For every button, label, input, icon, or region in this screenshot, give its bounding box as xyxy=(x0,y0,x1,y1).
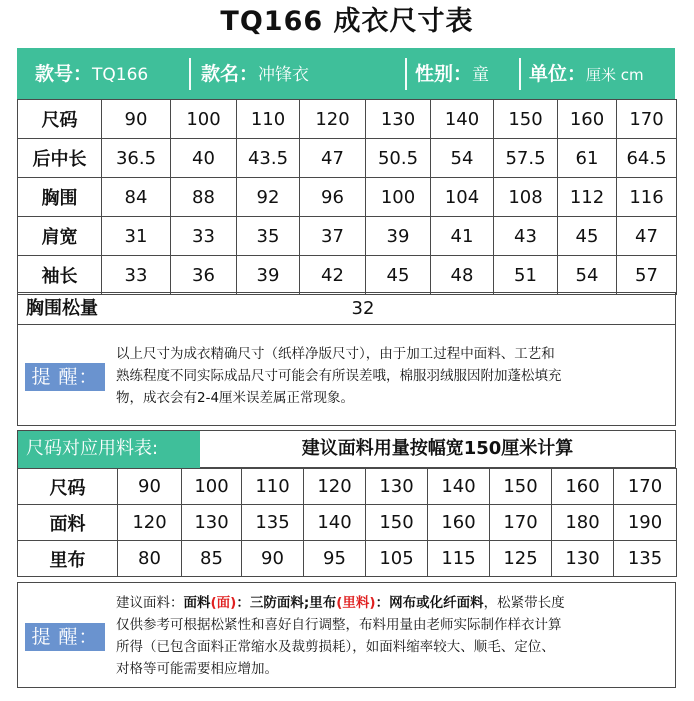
tip-span-bold: ：网布或化纤面料 xyxy=(375,595,484,611)
size-cell: 84 xyxy=(102,178,171,217)
chest-ease-value: 32 xyxy=(351,298,375,319)
size-row xyxy=(18,178,677,217)
style-name-value: 冲锋衣 xyxy=(258,65,310,85)
gender-field xyxy=(415,48,489,100)
fabric-row-label: 尺码 xyxy=(18,469,118,505)
size-cell: 100 xyxy=(171,100,237,139)
fabric-row-label: 里布 xyxy=(18,541,118,577)
fabric-cell: 105 xyxy=(366,541,428,577)
size-cell: 108 xyxy=(494,178,558,217)
fabric-cell: 110 xyxy=(242,469,304,505)
size-cell: 48 xyxy=(431,256,494,295)
tip-span: 建议面料： xyxy=(116,595,184,611)
fabric-cell: 120 xyxy=(304,469,366,505)
size-cell: 120 xyxy=(300,100,366,139)
fabric-cell: 135 xyxy=(614,541,677,577)
tip-line: 所得（已包含面料正常缩水及裁剪损耗），如面料缩率较大、顺毛、定位、 xyxy=(116,639,555,655)
size-cell: 33 xyxy=(102,256,171,295)
size-cell: 47 xyxy=(617,217,677,256)
fabric-section-header xyxy=(17,430,676,468)
fabric-row xyxy=(18,541,677,577)
style-no-field xyxy=(35,48,148,100)
size-cell: 54 xyxy=(558,256,617,295)
size-cell: 57 xyxy=(617,256,677,295)
fabric-cell: 95 xyxy=(304,541,366,577)
fabric-row-label: 面料 xyxy=(18,505,118,541)
fabric-cell: 130 xyxy=(366,469,428,505)
tip-text xyxy=(116,343,672,409)
fabric-cell: 85 xyxy=(182,541,242,577)
size-cell: 37 xyxy=(300,217,366,256)
size-cell: 45 xyxy=(366,256,431,295)
fabric-cell: 180 xyxy=(552,505,614,541)
size-cell: 160 xyxy=(558,100,617,139)
size-row-label: 袖长 xyxy=(18,256,102,295)
size-cell: 35 xyxy=(237,217,300,256)
gender-label: 性别： xyxy=(415,63,473,85)
info-divider xyxy=(519,58,521,90)
size-cell: 36 xyxy=(171,256,237,295)
size-row xyxy=(18,217,677,256)
chest-ease-label: 胸围松量 xyxy=(26,298,98,319)
tip-badge: 提 醒： xyxy=(25,623,105,651)
size-cell: 61 xyxy=(558,139,617,178)
tip-line xyxy=(116,592,674,614)
size-cell: 112 xyxy=(558,178,617,217)
size-cell: 96 xyxy=(300,178,366,217)
unit-value: 厘米 cm xyxy=(586,66,644,84)
size-cell: 116 xyxy=(617,178,677,217)
size-row-label: 胸围 xyxy=(18,178,102,217)
fabric-row xyxy=(18,505,677,541)
size-cell: 110 xyxy=(237,100,300,139)
fabric-cell: 90 xyxy=(118,469,182,505)
size-cell: 150 xyxy=(494,100,558,139)
style-no-label: 款号： xyxy=(35,63,93,85)
fabric-cell: 120 xyxy=(118,505,182,541)
fabric-row xyxy=(18,469,677,505)
fabric-cell: 90 xyxy=(242,541,304,577)
size-cell: 88 xyxy=(171,178,237,217)
size-cell: 92 xyxy=(237,178,300,217)
size-cell: 130 xyxy=(366,100,431,139)
tip-line: 对格等可能需要相应增加。 xyxy=(116,661,278,677)
fabric-section-title: 建议面料用量按幅宽150厘米计算 xyxy=(301,438,574,459)
size-cell: 100 xyxy=(366,178,431,217)
size-cell: 140 xyxy=(431,100,494,139)
size-cell: 33 xyxy=(171,217,237,256)
tip-line: 仅供参考可根据松紧性和喜好自行调整，布料用量由老师实际制作样衣计算 xyxy=(116,617,562,633)
size-cell: 42 xyxy=(300,256,366,295)
size-cell: 43 xyxy=(494,217,558,256)
size-cell: 47 xyxy=(300,139,366,178)
fabric-cell: 190 xyxy=(614,505,677,541)
tip-span-red: (面) xyxy=(210,595,237,611)
size-row xyxy=(18,139,677,178)
tip-box xyxy=(17,324,676,426)
fabric-cell: 100 xyxy=(182,469,242,505)
gender-value: 童 xyxy=(472,65,490,85)
tip-line: 熟练程度不同实际成品尺寸可能会有所误差哦，棉服羽绒服因附加蓬松填充 xyxy=(116,368,562,384)
fabric-cell: 130 xyxy=(552,541,614,577)
size-cell: 40 xyxy=(171,139,237,178)
fabric-cell: 160 xyxy=(428,505,490,541)
fabric-cell: 160 xyxy=(552,469,614,505)
chest-ease-row xyxy=(17,292,676,324)
tip-span-red: (里料) xyxy=(336,595,376,611)
tip-box-2 xyxy=(17,582,676,688)
size-cell: 51 xyxy=(494,256,558,295)
size-cell: 170 xyxy=(617,100,677,139)
fabric-cell: 140 xyxy=(304,505,366,541)
size-row-label: 肩宽 xyxy=(18,217,102,256)
fabric-cell: 170 xyxy=(490,505,552,541)
info-bar xyxy=(17,48,675,100)
tip-text-2 xyxy=(116,592,674,680)
fabric-cell: 135 xyxy=(242,505,304,541)
info-divider xyxy=(189,58,191,90)
fabric-cell: 130 xyxy=(182,505,242,541)
unit-field xyxy=(529,48,644,100)
style-no-value: TQ166 xyxy=(92,65,149,85)
size-table xyxy=(17,99,677,295)
fabric-cell: 150 xyxy=(490,469,552,505)
fabric-cell: 170 xyxy=(614,469,677,505)
fabric-section-label: 尺码对应用料表: xyxy=(18,431,200,469)
size-cell: 36.5 xyxy=(102,139,171,178)
size-cell: 90 xyxy=(102,100,171,139)
size-cell: 50.5 xyxy=(366,139,431,178)
info-divider xyxy=(405,58,407,90)
size-cell: 104 xyxy=(431,178,494,217)
size-row-label: 尺码 xyxy=(18,100,102,139)
tip-span: ，松紧带长度 xyxy=(483,595,565,611)
size-cell: 57.5 xyxy=(494,139,558,178)
tip-span-bold: ：三防面料;里布 xyxy=(236,595,337,611)
size-cell: 45 xyxy=(558,217,617,256)
size-cell: 64.5 xyxy=(617,139,677,178)
page-title: TQ166 成衣尺寸表 xyxy=(220,6,474,37)
fabric-cell: 80 xyxy=(118,541,182,577)
size-row xyxy=(18,256,677,295)
tip-badge: 提 醒： xyxy=(25,363,105,391)
size-cell: 41 xyxy=(431,217,494,256)
fabric-cell: 140 xyxy=(428,469,490,505)
fabric-table xyxy=(17,468,677,577)
size-cell: 39 xyxy=(366,217,431,256)
tip-span-bold: 面料 xyxy=(183,595,211,611)
tip-line: 以上尺寸为成衣精确尺寸（纸样净版尺寸），由于加工过程中面料、工艺和 xyxy=(116,346,555,362)
style-name-field xyxy=(201,48,309,100)
unit-label: 单位： xyxy=(529,63,587,85)
size-cell: 54 xyxy=(431,139,494,178)
fabric-cell: 150 xyxy=(366,505,428,541)
size-cell: 39 xyxy=(237,256,300,295)
size-row xyxy=(18,100,677,139)
size-cell: 31 xyxy=(102,217,171,256)
tip-line: 物，成衣会有2-4厘米误差属正常现象。 xyxy=(116,390,355,406)
size-cell: 43.5 xyxy=(237,139,300,178)
fabric-cell: 115 xyxy=(428,541,490,577)
fabric-cell: 125 xyxy=(490,541,552,577)
size-row-label: 后中长 xyxy=(18,139,102,178)
style-name-label: 款名： xyxy=(201,63,259,85)
